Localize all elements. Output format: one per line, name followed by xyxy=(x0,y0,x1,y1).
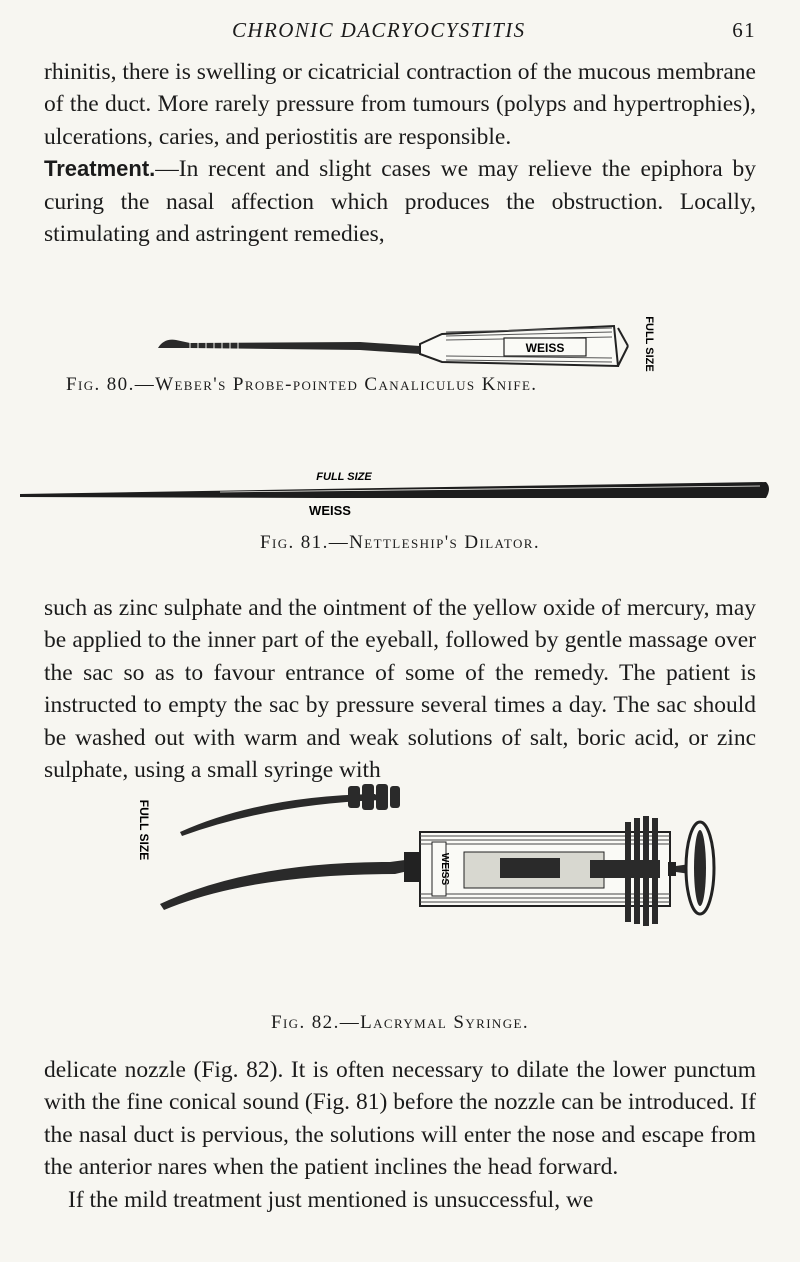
figure-80-size-note: FULL SIZE xyxy=(643,316,655,372)
figure-82-caption: Fig. 82.—Lacrymal Syringe. xyxy=(270,1012,529,1033)
treatment-heading: Treatment. xyxy=(44,156,156,182)
paragraph-3 xyxy=(44,1054,756,1216)
figure-81-caption: Fig. 81.—Nettleship's Dilator. xyxy=(260,532,540,553)
figure-80-caption: Fig. 80.—Weber's Probe-pointed Canaliculus Knife. xyxy=(66,374,538,395)
figure-82-syringe xyxy=(120,770,720,1002)
paragraph-1 xyxy=(44,56,756,250)
paragraph-2: such as zinc sulphate and the ointment of the yellow oxide of mercury, may be applied to the inner part of the eyeball, followed by gentle massage over the sac so as to favour entrance of some of the remedy. The patient is instructed to empty the sac by pressure several times a day. The sac should be washed out with warm and weak solutions of salt, boric acid, or zinc sulphate, using a small syringe with xyxy=(44,595,756,784)
paragraph-1-rest: —In recent and slight cases we may relieve the epiphora by curing the nasal affection which produces the obstruction. Locally, stimulating and astringent remedies, xyxy=(44,156,756,248)
figure-81-maker-mark: WEISS xyxy=(309,503,351,518)
paragraph-4-start: If the mild treatment just mentioned is unsuccessful, we xyxy=(68,1186,594,1213)
paragraph-1-intro: rhinitis, there is swelling or cicatricial contraction of the mucous membrane of the duct. More rarely pressure from tumours (polyps and hypertrophies), ulcerations, caries, and periostitis are responsible. xyxy=(44,59,756,150)
figure-82-size-note: FULL SIZE xyxy=(137,799,151,861)
figure-80-maker-mark: WEISS xyxy=(525,341,565,355)
figure-81-dilator xyxy=(20,468,780,524)
figure-82-maker-mark: WEISS xyxy=(439,852,450,886)
figure-81-size-note: FULL SIZE xyxy=(316,471,372,483)
running-title: CHRONIC DACRYOCYSTITIS xyxy=(232,18,526,42)
paragraph-3-body: delicate nozzle (Fig. 82). It is often necessary to dilate the lower punctum with the fine conical sound (Fig. 81) before the nozzle can be introduced. If the nasal duct is pervious, the solutions will enter the nose and escape from the anterior nares when the patient inclines the head forward. xyxy=(44,1057,756,1181)
figure-80-knife xyxy=(150,308,655,376)
running-header xyxy=(0,18,800,48)
page-number: 61 xyxy=(732,18,756,42)
